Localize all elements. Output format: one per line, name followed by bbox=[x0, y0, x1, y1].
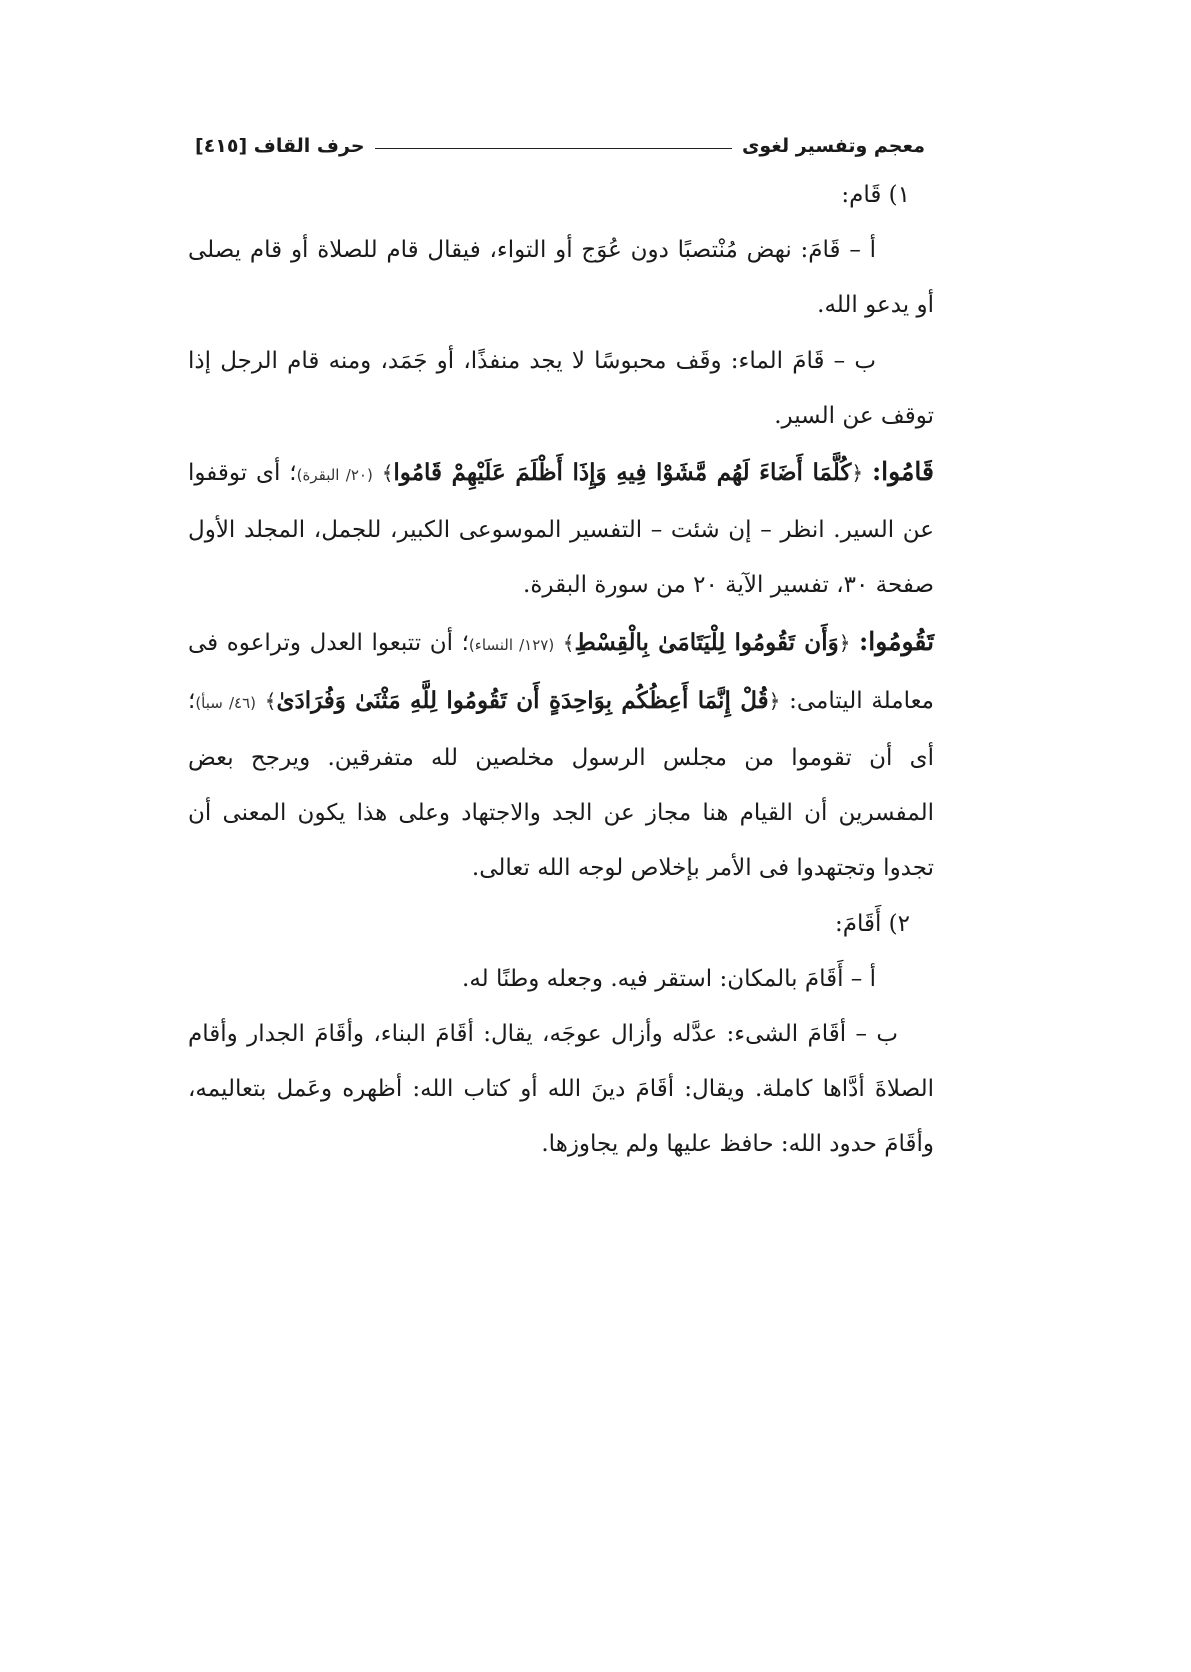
verse-reference-saba: (٤٦/ سبأ) bbox=[195, 693, 257, 712]
paragraph-taqumu bbox=[188, 614, 934, 897]
verse-bracket-close: ﴾ bbox=[562, 630, 575, 655]
quran-verse-baqara: كُلَّمَا أَضَاءَ لَهُم مَّشَوْا فِيهِ وَإِذَا أَظْلَمَ عَلَيْهِمْ قَامُوا bbox=[393, 459, 852, 487]
verse-reference-baqara: (٢٠/ البقرة) bbox=[296, 466, 373, 485]
quran-verse-saba: قُلْ إِنَّمَا أَعِظُكُم بِوَاحِدَةٍ أَن تَقُومُوا لِلَّهِ مَثْنَىٰ وَفُرَادَىٰ bbox=[276, 686, 769, 714]
verse-bracket-open: ﴿ bbox=[838, 630, 851, 655]
paragraph-qaamu bbox=[188, 444, 934, 614]
qaamu-explanation: ؛ أى توقفوا عن السير. انظر – إن شئت – التفسير الموسوعى الكبير، للجمل، المجلد الأول صفحة ٣٠، تفسير الآية ٢٠ من سورة البقرة. bbox=[188, 460, 934, 599]
paragraph-aqaam-a: أ – أَقَامَ بالمكان: استقر فيه. وجعله وطنًا له. bbox=[462, 965, 876, 992]
verse-reference-nisa: (١٢٧/ النساء) bbox=[468, 635, 555, 654]
term-qaamu: قَامُوا: bbox=[871, 457, 935, 487]
page-marker: حرف القاف [٤١٥] bbox=[195, 135, 365, 157]
paragraph-qaam-a: أ – قَامَ: نهض مُنْتصبًا دون عُوَج أو التواء، فيقال قام للصلاة أو قام يصلى أو يدعو الله. bbox=[188, 237, 934, 319]
verse-bracket-open: ﴿ bbox=[851, 461, 864, 486]
book-title: معجم وتفسير لغوى bbox=[741, 135, 925, 157]
verse-bracket-close: ﴾ bbox=[264, 688, 277, 713]
term-taqumu: تَقُومُوا: bbox=[859, 626, 935, 656]
entry-heading-qaam: ١) قَام: bbox=[841, 182, 910, 208]
verse-bracket-open: ﴿ bbox=[768, 688, 781, 713]
paragraph-qaam-b: ب – قَامَ الماء: وقَف محبوسًا لا يجد منفذًا، أو جَمَد، ومنه قام الرجل إذا توقف عن السير. bbox=[188, 347, 934, 429]
verse-bracket-close: ﴾ bbox=[381, 461, 394, 486]
quran-verse-nisa: وَأَن تَقُومُوا لِلْيَتَامَىٰ بِالْقِسْطِ bbox=[574, 628, 839, 656]
running-header bbox=[195, 128, 925, 164]
entry-heading-aqaam: ٢) أَقَامَ: bbox=[834, 910, 910, 937]
paragraph-aqaam-b: ب – أقَامَ الشىء: عدَّله وأزال عوجَه، يقال: أقَامَ البناء، وأقَامَ الجدار وأقام الصلاةَ أدَّاها كاملة. ويقال: أقَامَ دينَ الله أو كتاب الله: أظهره وعَمل بتعاليمه، وأقَامَ حدود الله: حافظ عليها ولم يجاوزها. bbox=[188, 1021, 934, 1158]
taqumu-explanation-2: ؛ أى أن تقوموا من مجلس الرسول مخلصين لله متفرقين. ويرجح بعض المفسرين أن القيام هنا مجاز عن الجد والاجتهاد وعلى هذا يكون المعنى أن تجدوا وتجتهدوا فى الأمر بإخلاص لوجه الله تعالى. bbox=[188, 687, 934, 882]
taqumu-explanation-1: ؛ أن تتبعوا العدل وتراعوه فى معاملة اليتامى: bbox=[188, 629, 935, 714]
body-text bbox=[188, 168, 934, 1173]
header-rule bbox=[375, 148, 732, 149]
